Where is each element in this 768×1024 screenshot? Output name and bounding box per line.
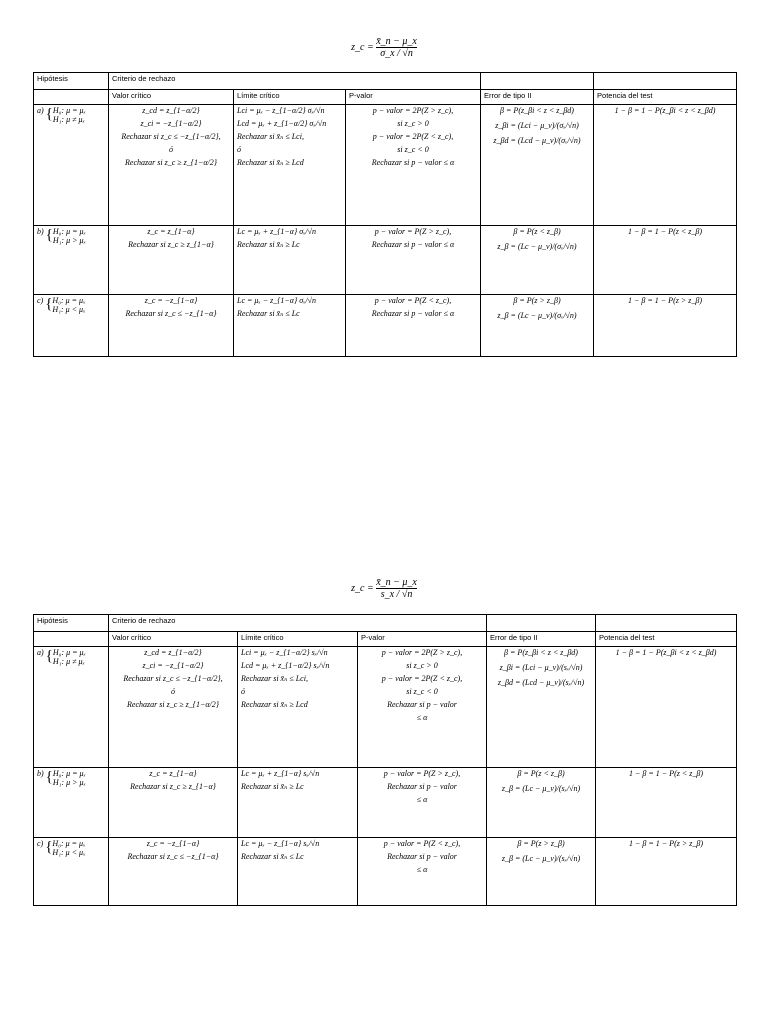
- brace-symbol: {: [45, 296, 53, 312]
- formula-line: si z_c > 0: [406, 661, 438, 670]
- hypothesis-label: a): [37, 648, 44, 657]
- formula-line: si z_c > 0: [397, 119, 429, 128]
- formula-numerator: x̄_n − μ_x: [376, 577, 417, 588]
- formula-line: Lcd = μₓ + z_{1−α/2} sₓ/√n: [241, 661, 330, 670]
- formula-line: Rechazar si p − valor ≤ α: [371, 309, 455, 318]
- hypothesis-cell: [34, 647, 109, 768]
- formula-line: Lc = μₓ + z_{1−α} sₓ/√n: [241, 769, 320, 778]
- hypothesis-label: a): [37, 106, 44, 115]
- header-valor-critico: Valor crítico: [109, 632, 238, 647]
- limite-critico-cell: [238, 768, 358, 838]
- error-tipo-ii-cell: [481, 226, 594, 295]
- table-row: [34, 838, 737, 906]
- hypothesis-cell: [34, 295, 109, 357]
- formula-line: Lci = μₓ − z_{1−α/2} σₓ/√n: [237, 106, 325, 115]
- header-p-valor: P-valor: [346, 90, 481, 105]
- alt-hypothesis: H₁: μ > μₓ: [52, 236, 86, 245]
- formula-line: Lcd = μₓ + z_{1−α/2} σₓ/√n: [237, 119, 327, 128]
- formula-line: Rechazar si x̄ₙ ≥ Lc: [237, 240, 300, 249]
- formula-line: z_c = −z_{1−α}: [144, 296, 198, 305]
- limite-critico-cell: [234, 105, 346, 226]
- formula-line: Rechazar si z_c ≤ −z_{1−α/2},: [123, 674, 223, 683]
- formula-line: Rechazar si z_c ≥ z_{1−α/2}: [125, 158, 217, 167]
- header-criterio: Criterio de rechazo: [109, 73, 481, 90]
- valor-critico-cell: [109, 295, 234, 357]
- valor-critico-cell: [109, 768, 238, 838]
- table-row: [34, 105, 737, 226]
- formula-line: ≤ α: [416, 795, 428, 804]
- hypothesis-label: c): [37, 296, 44, 305]
- table-row: [34, 768, 737, 838]
- p-valor-cell: [358, 838, 487, 906]
- hypothesis-cell: [34, 838, 109, 906]
- formula-line: p − valor = P(Z < z_c),: [383, 839, 461, 848]
- formula-line: Rechazar si x̄ₙ ≥ Lc: [241, 782, 304, 791]
- formula-line: z_β = (Lc − μ_v)/(σₓ/√n): [497, 242, 577, 251]
- formula-line: β = P(z < z_β): [517, 769, 565, 778]
- header-p-valor: P-valor: [358, 632, 487, 647]
- formula-line: Rechazar si z_c ≥ z_{1−α}: [130, 782, 216, 791]
- header-limite-critico: Límite crítico: [238, 632, 358, 647]
- valor-critico-cell: [109, 226, 234, 295]
- formula-line: β = P(z > z_β): [513, 296, 561, 305]
- limite-critico-cell: [234, 226, 346, 295]
- header-criterio: Criterio de rechazo: [109, 615, 487, 632]
- limite-critico-cell: [238, 838, 358, 906]
- table-row: [34, 295, 737, 357]
- alt-hypothesis: H₁: μ > μₓ: [52, 778, 86, 787]
- potencia-cell: 1 − β = 1 − P(z > z_β): [596, 838, 737, 906]
- error-tipo-ii-cell: [487, 768, 596, 838]
- formula-line: z_βd = (Lcd − μ_v)/(σₓ/√n): [493, 136, 581, 145]
- null-hypothesis: H₀: μ = μₓ: [52, 106, 86, 115]
- formula-line: Lci = μₓ − z_{1−α/2} sₓ/√n: [241, 648, 328, 657]
- brace-symbol: {: [45, 769, 53, 785]
- formula-denominator: σ_x / √n: [376, 47, 417, 59]
- formula-line: Rechazar si z_c ≤ −z_{1−α}: [125, 309, 217, 318]
- error-tipo-ii-cell: [487, 647, 596, 768]
- hypothesis-cell: [34, 226, 109, 295]
- potencia-cell: 1 − β = 1 − P(z < z_β): [596, 768, 737, 838]
- formula-line: p − valor = 2P(Z < z_c),: [381, 674, 463, 683]
- formula-line: Rechazar si p − valor ≤ α: [371, 240, 455, 249]
- formula-line: z_β = (Lc − μ_v)/(sₓ/√n): [501, 784, 581, 793]
- p-valor-cell: [358, 647, 487, 768]
- null-hypothesis: H₀: μ = μₓ: [52, 648, 86, 657]
- formula-line: z_ci = −z_{1−α/2}: [142, 661, 204, 670]
- formula-line: Lc = μₓ − z_{1−α} σₓ/√n: [237, 296, 317, 305]
- formula-line: Rechazar si z_c ≥ z_{1−α/2}: [127, 700, 219, 709]
- formula-line: z_β = (Lc − μ_v)/(sₓ/√n): [501, 854, 581, 863]
- formula-line: Rechazar si z_c ≥ z_{1−α}: [128, 240, 214, 249]
- header-hipotesis: Hipótesis: [34, 615, 109, 632]
- formula-line: Rechazar si p − valor: [387, 782, 457, 791]
- formula-line: ó: [169, 145, 173, 154]
- limite-critico-cell: [234, 295, 346, 357]
- hypothesis-label: b): [37, 227, 44, 236]
- formula-line: ó: [237, 145, 241, 154]
- error-tipo-ii-cell: [481, 105, 594, 226]
- formula-line: z_c = −z_{1−α}: [146, 839, 200, 848]
- hypothesis-label: b): [37, 769, 44, 778]
- formula-line: z_c = z_{1−α}: [147, 227, 195, 236]
- formula-zc-sigma: [0, 36, 768, 59]
- formula-line: z_β = (Lc − μ_v)/(σₓ/√n): [497, 311, 577, 320]
- formula-line: ó: [171, 687, 175, 696]
- formula-line: Rechazar si p − valor: [387, 700, 457, 709]
- valor-critico-cell: [109, 647, 238, 768]
- formula-line: z_cd = z_{1−α/2}: [142, 106, 200, 115]
- formula-line: Rechazar si p − valor: [387, 852, 457, 861]
- header-error-tipo-ii: Error de tipo II: [481, 90, 594, 105]
- formula-line: β = P(z < z_β): [513, 227, 561, 236]
- alt-hypothesis: H₁: μ ≠ μₓ: [52, 115, 85, 124]
- formula-line: z_c = z_{1−α}: [149, 769, 197, 778]
- header-valor-critico: Valor crítico: [109, 90, 234, 105]
- table-row: [34, 647, 737, 768]
- potencia-cell: 1 − β = 1 − P(z < z_β): [594, 226, 737, 295]
- null-hypothesis: H₀: μ = μₓ: [52, 839, 86, 848]
- formula-line: β = P(z_βi < z < z_βd): [504, 648, 578, 657]
- header-error-tipo-ii: Error de tipo II: [487, 632, 596, 647]
- formula-line: Rechazar si x̄ₙ ≥ Lcd: [241, 700, 308, 709]
- formula-line: β = P(z_βi < z < z_βd): [500, 106, 574, 115]
- formula-denominator: s_x / √n: [376, 588, 417, 600]
- p-valor-cell: [346, 105, 481, 226]
- brace-symbol: {: [45, 648, 53, 664]
- error-tipo-ii-cell: [487, 838, 596, 906]
- alt-hypothesis: H₁: μ < μₓ: [52, 848, 86, 857]
- null-hypothesis: H₀: μ = μₓ: [52, 296, 86, 305]
- potencia-cell: 1 − β = 1 − P(z > z_β): [594, 295, 737, 357]
- formula-lhs: z_c =: [351, 41, 374, 53]
- null-hypothesis: H₀: μ = μₓ: [52, 769, 86, 778]
- formula-line: z_βi = (Lci − μ_v)/(sₓ/√n): [499, 663, 583, 672]
- formula-line: Rechazar si x̄ₙ ≤ Lci,: [237, 132, 304, 141]
- brace-symbol: {: [45, 227, 53, 243]
- formula-line: p − valor = P(Z > z_c),: [383, 769, 461, 778]
- formula-line: si z_c < 0: [406, 687, 438, 696]
- null-hypothesis: H₀: μ = μₓ: [52, 227, 86, 236]
- hypothesis-table-sample-s: [33, 614, 737, 906]
- p-valor-cell: [358, 768, 487, 838]
- formula-line: Rechazar si z_c ≤ −z_{1−α}: [127, 852, 219, 861]
- table-row: [34, 226, 737, 295]
- formula-line: Rechazar si x̄ₙ ≤ Lc: [241, 852, 304, 861]
- formula-line: p − valor = P(Z < z_c),: [374, 296, 452, 305]
- p-valor-cell: [346, 226, 481, 295]
- valor-critico-cell: [109, 838, 238, 906]
- brace-symbol: {: [45, 839, 53, 855]
- header-limite-critico: Límite crítico: [234, 90, 346, 105]
- formula-line: p − valor = 2P(Z < z_c),: [372, 132, 454, 141]
- hypothesis-label: c): [37, 839, 44, 848]
- hypothesis-cell: [34, 768, 109, 838]
- formula-line: z_βd = (Lcd − μ_v)/(sₓ/√n): [497, 678, 585, 687]
- hypothesis-cell: [34, 105, 109, 226]
- header-potencia: Potencia del test: [594, 90, 737, 105]
- formula-line: si z_c < 0: [397, 145, 429, 154]
- formula-line: Lc = μₓ + z_{1−α} σₓ/√n: [237, 227, 317, 236]
- formula-line: p − valor = 2P(Z > z_c),: [372, 106, 454, 115]
- formula-line: Lc = μₓ − z_{1−α} sₓ/√n: [241, 839, 320, 848]
- formula-lhs: z_c =: [351, 582, 374, 594]
- formula-zc-s: [0, 577, 768, 600]
- formula-line: z_ci = −z_{1−α/2}: [140, 119, 202, 128]
- formula-line: ≤ α: [416, 713, 428, 722]
- potencia-cell: 1 − β = 1 − P(z_βi < z < z_βd): [596, 647, 737, 768]
- formula-line: Rechazar si p − valor ≤ α: [371, 158, 455, 167]
- potencia-cell: 1 − β = 1 − P(z_βi < z < z_βd): [594, 105, 737, 226]
- formula-line: z_cd = z_{1−α/2}: [144, 648, 202, 657]
- formula-line: β = P(z > z_β): [517, 839, 565, 848]
- formula-line: Rechazar si x̄ₙ ≤ Lc: [237, 309, 300, 318]
- header-potencia: Potencia del test: [596, 632, 737, 647]
- formula-line: ó: [241, 687, 245, 696]
- formula-line: Rechazar si x̄ₙ ≥ Lcd: [237, 158, 304, 167]
- header-hipotesis: Hipótesis: [34, 73, 109, 90]
- p-valor-cell: [346, 295, 481, 357]
- brace-symbol: {: [45, 106, 53, 122]
- limite-critico-cell: [238, 647, 358, 768]
- alt-hypothesis: H₁: μ < μₓ: [52, 305, 86, 314]
- valor-critico-cell: [109, 105, 234, 226]
- alt-hypothesis: H₁: μ ≠ μₓ: [52, 657, 85, 666]
- formula-line: Rechazar si z_c ≤ −z_{1−α/2},: [121, 132, 221, 141]
- formula-line: z_βi = (Lci − μ_v)/(σₓ/√n): [495, 121, 579, 130]
- formula-line: p − valor = P(Z > z_c),: [374, 227, 452, 236]
- formula-line: Rechazar si x̄ₙ ≤ Lci,: [241, 674, 308, 683]
- formula-line: ≤ α: [416, 865, 428, 874]
- error-tipo-ii-cell: [481, 295, 594, 357]
- formula-numerator: x̄_n − μ_x: [376, 36, 417, 47]
- hypothesis-table-known-sigma: [33, 72, 737, 357]
- formula-line: p − valor = 2P(Z > z_c),: [381, 648, 463, 657]
